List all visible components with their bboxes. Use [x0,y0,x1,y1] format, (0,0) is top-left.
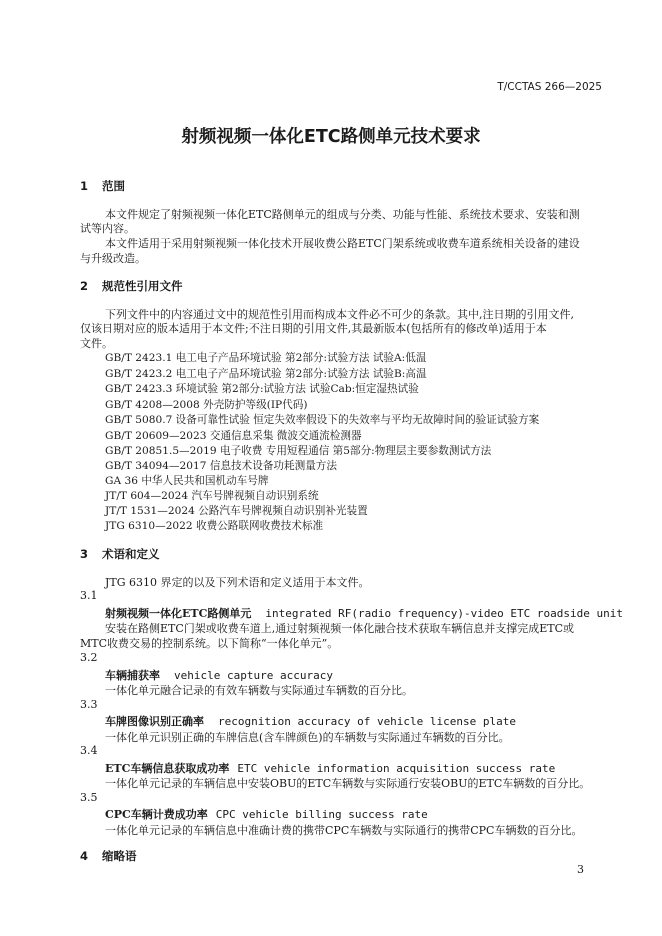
term-definition-line-2: MTC收费交易的控制系统。以下简称“一体化单元”。 [80,637,339,650]
term-number: 3.5 [80,791,98,804]
reference-item: GB/T 34094—2017 信息技术设备功耗测量方法 [105,460,337,472]
section-number: 4 [80,849,89,863]
term-zh: 车牌图像识别正确率 [105,715,204,728]
reference-item: JT/T 1531—2024 公路汽车号牌视频自动识别补光装置 [105,505,368,517]
term-heading [105,667,333,683]
section-2-heading [80,278,183,294]
scope-paragraph-1-line-1: 本文件规定了射频视频一体化ETC路侧单元的组成与分类、功能与性能、系统技术要求、安装和测 [105,208,580,221]
reference-item: GB/T 2423.1 电工电子产品环境试验 第2部分:试验方法 试验A:低温 [105,352,427,364]
term-heading [105,760,555,776]
normative-intro-line-3: 文件。 [80,337,113,350]
term-number: 3.2 [80,651,98,664]
document-title: 射频视频一体化ETC路侧单元技术要求 [181,127,481,147]
section-4-heading [80,848,137,864]
term-en: integrated RF(radio frequency)-video ETC roadside unit [265,607,623,620]
term-definition-line-1: 安装在路侧ETC门架或收费车道上,通过射频视频一体化融合技术获取车辆信息并支撑完成ETC或 [105,622,575,635]
term-zh: ETC车辆信息获取成功率 [105,762,230,775]
section-number: 2 [80,279,89,293]
scope-paragraph-1-line-2: 试等内容。 [80,222,135,235]
section-title: 范围 [102,179,126,193]
section-3-heading [80,546,160,562]
section-title: 术语和定义 [102,547,160,561]
reference-item: GB/T 20609—2023 交通信息采集 微波交通流检测器 [105,430,362,442]
term-definition-line-1: 一体化单元识别正确的车牌信息(含车牌颜色)的车辆数与实际通过车辆数的百分比。 [105,731,510,744]
reference-item: GB/T 20851.5—2019 电子收费 专用短程通信 第5部分:物理层主要参数测试方法 [105,445,492,457]
scope-paragraph-2-line-2: 与升级改造。 [80,252,146,265]
reference-item: GB/T 4208—2008 外壳防护等级(IP代码) [105,399,308,411]
normative-intro-line-1: 下列文件中的内容通过文中的规范性引用而构成本文件必不可少的条款。其中,注日期的引用文件, [105,308,574,321]
term-zh: 射频视频一体化ETC路侧单元 [105,607,252,620]
term-heading [105,605,623,621]
term-definition-line-1: 一体化单元记录的车辆信息中准确计费的携带CPC车辆数与实际通行的携带CPC车辆数的百分比。 [105,824,583,837]
reference-item: JT/T 604—2024 汽车号牌视频自动识别系统 [105,490,319,502]
term-zh: 车辆捕获率 [105,669,160,682]
term-en: recognition accuracy of vehicle license plate [218,715,517,728]
term-heading [105,713,516,729]
term-en: vehicle capture accuracy [174,669,333,682]
section-1-heading [80,178,125,194]
term-heading [105,806,428,822]
standard-number: T/CCTAS 266—2025 [497,81,602,93]
term-number: 3.3 [80,698,98,711]
section-number: 3 [80,547,89,561]
terms-intro: JTG 6310 界定的以及下列术语和定义适用于本文件。 [105,576,370,589]
section-number: 1 [80,179,89,193]
reference-item: GB/T 2423.3 环境试验 第2部分:试验方法 试验Cab:恒定湿热试验 [105,383,419,395]
term-definition-line-1: 一体化单元融合记录的有效车辆数与实际通过车辆数的百分比。 [105,684,413,697]
term-number: 3.1 [80,589,98,602]
scope-paragraph-2-line-1: 本文件适用于采用射频视频一体化技术开展收费公路ETC门架系统或收费车道系统相关设备的建设 [105,237,580,250]
normative-intro-line-2: 仅该日期对应的版本适用于本文件;不注日期的引用文件,其最新版本(包括所有的修改单)适用于本 [80,322,547,335]
term-en: CPC vehicle billing success rate [215,808,428,821]
page-number: 3 [577,863,584,876]
term-en: ETC vehicle information acquisition success rate [237,762,556,775]
term-number: 3.4 [80,744,98,757]
section-title: 缩略语 [102,849,137,863]
reference-item: JTG 6310—2022 收费公路联网收费技术标准 [105,520,324,532]
section-title: 规范性引用文件 [102,279,183,293]
reference-item: GB/T 2423.2 电工电子产品环境试验 第2部分:试验方法 试验B:高温 [105,368,427,380]
reference-item: GB/T 5080.7 设备可靠性试验 恒定失效率假设下的失效率与平均无故障时间的验证试验方案 [105,414,540,426]
term-definition-line-1: 一体化单元记录的车辆信息中安装OBU的ETC车辆数与实际通行安装OBU的ETC车辆数的百分比。 [105,777,591,790]
reference-item: GA 36 中华人民共和国机动车号牌 [105,475,269,487]
term-zh: CPC车辆计费成功率 [105,808,208,821]
